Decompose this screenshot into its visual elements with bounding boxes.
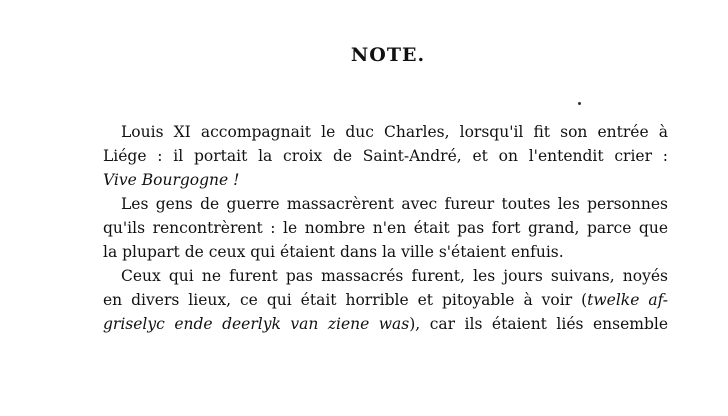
text-line	[103, 216, 668, 240]
text-run: en divers lieux, ce qui était horrible et pitoyable à voir (	[103, 291, 588, 309]
italic-flemish-quote: twelke af-	[587, 291, 669, 309]
italic-flemish-quote: griselyc ende deerlyk van ziene was	[103, 315, 410, 333]
text-run: la plupart de ceux qui étaient dans la ville s'étaient enfuis.	[103, 243, 564, 261]
text-line	[103, 120, 668, 144]
text-run: qu'ils rencontrèrent : le nombre n'en était pas fort grand, parce que	[103, 219, 668, 237]
text-line	[103, 312, 668, 336]
ink-speck	[578, 102, 581, 105]
note-body	[103, 120, 668, 336]
text-run: Liége : il portait la croix de Saint-André, et on l'entendit crier :	[103, 147, 668, 165]
text-run: Les gens de guerre massacrèrent avec fureur toutes les personnes	[121, 195, 668, 213]
text-run: Louis XI accompagnait le duc Charles, lorsqu'il fit son entrée à	[121, 123, 668, 141]
text-line	[103, 144, 668, 168]
text-run: Ceux qui ne furent pas massacrés furent, les jours suivans, noyés	[121, 267, 668, 285]
text-line	[103, 288, 668, 312]
text-run: ), car ils étaient liés ensemble	[409, 315, 668, 333]
text-line	[103, 168, 668, 192]
text-line	[103, 264, 668, 288]
text-line	[103, 192, 668, 216]
italic-exclamation: Vive Bourgogne !	[103, 171, 240, 189]
text-line	[103, 240, 668, 264]
page-title: NOTE.	[350, 44, 426, 66]
